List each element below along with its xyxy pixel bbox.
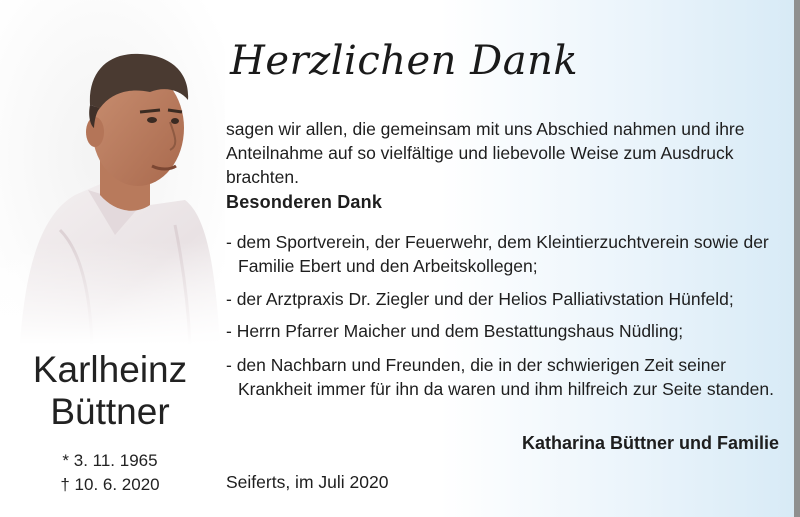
first-name: Karlheinz	[32, 349, 188, 390]
life-dates	[0, 449, 220, 497]
page-border	[794, 0, 800, 517]
birth-date: * 3. 11. 1965	[62, 451, 158, 470]
deceased-name	[0, 349, 220, 433]
last-name: Büttner	[50, 391, 170, 432]
page-title: Herzlichen Dank	[230, 38, 579, 84]
thanks-item: - dem Sportverein, der Feuerwehr, dem Kleintierzuchtverein sowie der Familie Ebert und den Arbeitskollegen;	[226, 232, 769, 276]
special-thanks-title: Besonderen Dank	[226, 192, 383, 212]
intro-text: sagen wir allen, die gemeinsam mit uns Abschied nahmen und ihre Anteilnahme auf so vielfältige und liebevolle Weise zum Ausdruck brachten.	[226, 119, 745, 187]
thanks-item: - den Nachbarn und Freunden, die in der schwierigen Zeit seiner Krankheit immer für ihn da waren und ihm hilfreich zur Seite standen.	[226, 355, 774, 399]
portrait-photo	[0, 0, 225, 345]
place-date: Seiferts, im Juli 2020	[226, 472, 389, 492]
signature: Katharina Büttner und Familie	[521, 433, 779, 453]
thanks-item: - Herrn Pfarrer Maicher und dem Bestattungshaus Nüdling;	[226, 321, 684, 341]
death-date: † 10. 6. 2020	[60, 475, 160, 494]
thanks-item: - der Arztpraxis Dr. Ziegler und der Helios Palliativstation Hünfeld;	[226, 289, 734, 309]
